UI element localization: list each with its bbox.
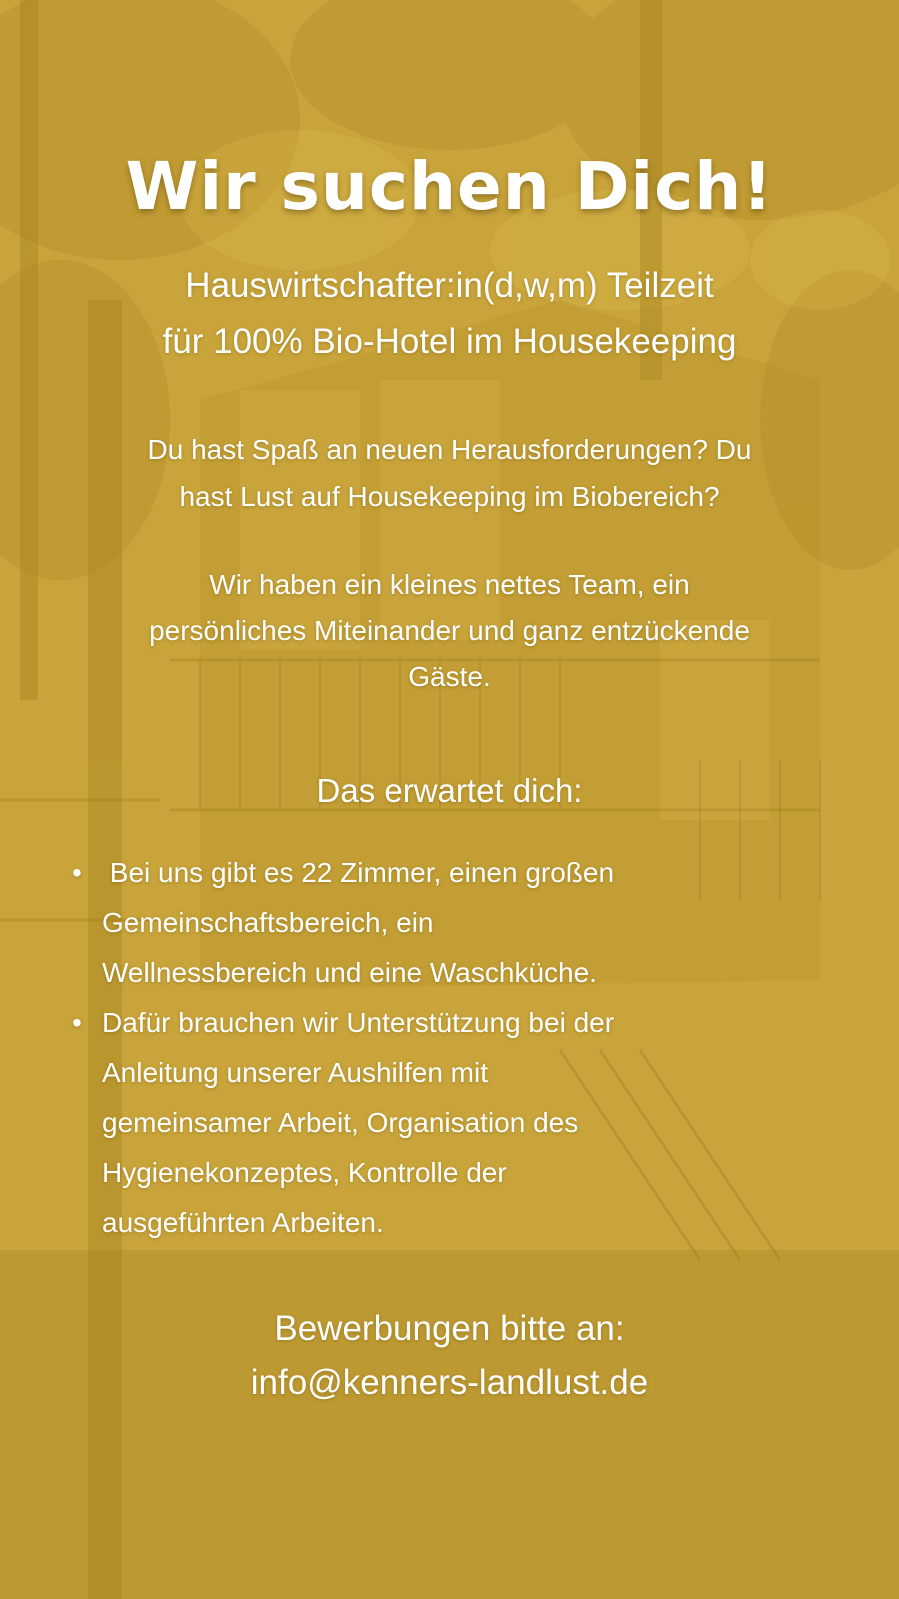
team-line: persönliches Miteinander und ganz entzückende (149, 615, 750, 646)
list-item-line: ausgeführten Arbeiten. (102, 1207, 384, 1238)
job-title-line: für 100% Bio-Hotel im Housekeeping (162, 322, 737, 361)
list-item-line: Bei uns gibt es 22 Zimmer, einen großen (102, 857, 615, 888)
expect-heading: Das erwartet dich: (316, 772, 583, 809)
list-item-line: Anleitung unserer Aushilfen mit (102, 1057, 488, 1088)
application-info (0, 1302, 899, 1410)
list-item (70, 848, 850, 998)
team-line: Gäste. (408, 661, 491, 692)
expect-list (70, 848, 850, 1248)
list-item-line: Dafür brauchen wir Unterstützung bei der (102, 1007, 615, 1038)
list-item (70, 998, 850, 1248)
list-item-line: Wellnessbereich und eine Waschküche. (102, 957, 597, 988)
list-item-line: Gemeinschaftsbereich, ein (102, 907, 434, 938)
bullet-icon: • (72, 1007, 82, 1038)
team-paragraph (0, 562, 899, 700)
application-label: Bewerbungen bitte an: (274, 1309, 625, 1348)
intro-line: Du hast Spaß an neuen Herausforderungen? Du (147, 434, 752, 465)
bullet-icon: • (72, 857, 82, 888)
intro-paragraph (0, 426, 899, 520)
team-line: Wir haben ein kleines nettes Team, ein (209, 569, 690, 600)
headline: Wir suchen Dich! (125, 148, 774, 225)
intro-line: hast Lust auf Housekeeping im Biobereich? (179, 481, 720, 512)
application-email: info@kenners-landlust.de (250, 1363, 649, 1402)
job-title-line: Hauswirtschafter:in(d,w,m) Teilzeit (185, 266, 714, 305)
job-subtitle (0, 258, 899, 370)
list-item-line: Hygienekonzeptes, Kontrolle der (102, 1157, 507, 1188)
list-item-line: gemeinsamer Arbeit, Organisation des (102, 1107, 579, 1138)
